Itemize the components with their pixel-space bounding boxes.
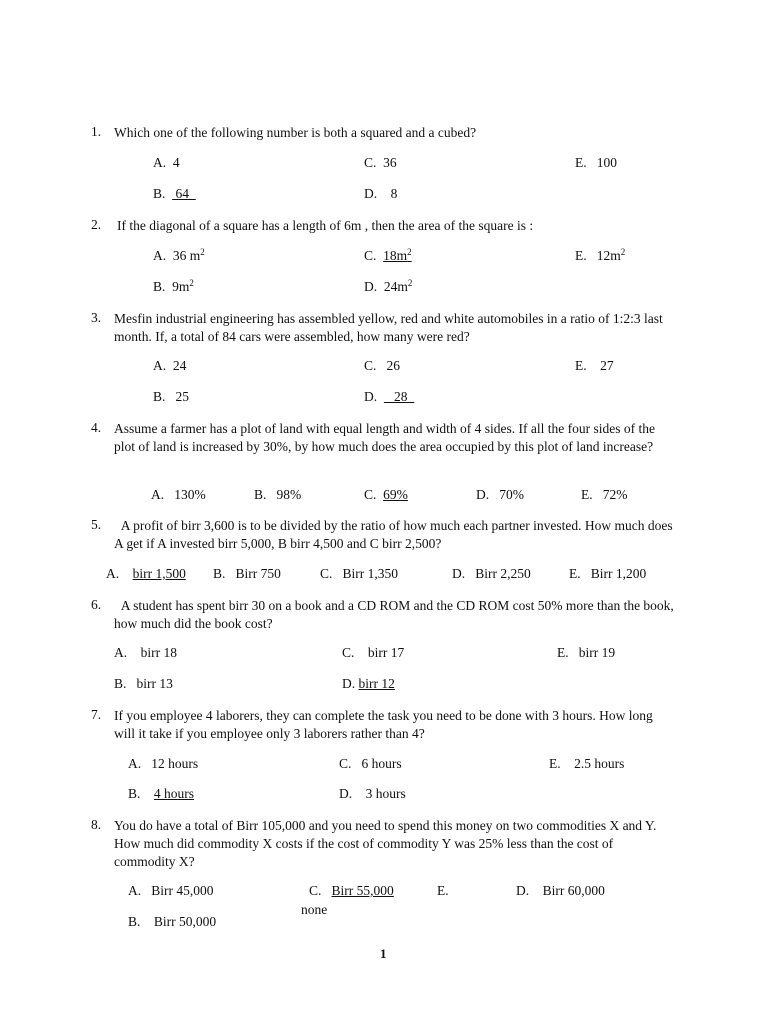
option-d: D. Birr 2,250 bbox=[452, 566, 531, 581]
option-a: A. Birr 45,000 bbox=[128, 883, 214, 898]
option-b: B. $9m^2$ bbox=[153, 278, 194, 294]
option-a: A. 130% bbox=[151, 487, 206, 502]
option-b: B. Birr 750 bbox=[213, 566, 281, 581]
option-c: C. 6 hours bbox=[339, 756, 402, 771]
question-number: 3. bbox=[91, 310, 102, 325]
option-d: D. 70% bbox=[476, 487, 524, 502]
question-text: If you employee 4 laborers, they can complete the task you need to be done with 3 hours. How long will it take if you employee only 3 laborers rather than 4? bbox=[114, 708, 653, 741]
page-number: 1 bbox=[380, 946, 387, 961]
option-e: E. 27 bbox=[575, 358, 614, 373]
option-c: C. birr 17 bbox=[342, 645, 405, 660]
question-text: You do have a total of Birr 105,000 and you need to spend this money on two commodities X and Y. How much did commodity X costs if the cost of commodity Y was 25% less than the cost of commodity X? bbox=[114, 818, 657, 869]
option-c: C. 36 bbox=[364, 155, 397, 170]
option-e: E. Birr 1,200 bbox=[569, 566, 647, 581]
option-d: D. $24m^2$ bbox=[364, 278, 413, 294]
option-d-correct: D. birr 12 bbox=[342, 676, 395, 691]
question-number: 4. bbox=[91, 420, 102, 435]
option-b: B. 25 bbox=[153, 389, 190, 404]
question-text: If the diagonal of a square has a length of 6m , then the area of the square is : bbox=[117, 218, 534, 233]
option-c-correct: C. Birr 55,000 bbox=[309, 883, 394, 898]
question-number: 6. bbox=[91, 597, 102, 612]
option-d: D. 3 hours bbox=[339, 786, 406, 801]
option-e: E. 2.5 hours bbox=[549, 756, 625, 771]
option-c-correct: C. 69% bbox=[364, 487, 408, 502]
option-e: E. birr 19 bbox=[557, 645, 616, 660]
option-e: E. $12m^2$ bbox=[575, 247, 626, 263]
question-text: Which one of the following number is both a squared and a cubed? bbox=[114, 125, 477, 140]
option-e-value: none bbox=[301, 902, 328, 917]
option-a: A. 24 bbox=[153, 358, 187, 373]
question-number: 2. bbox=[91, 217, 102, 232]
question-number: 7. bbox=[91, 707, 102, 722]
option-b: B. birr 13 bbox=[114, 676, 173, 691]
option-d: D. 8 bbox=[364, 186, 398, 201]
option-b-correct: B. 4 hours bbox=[128, 786, 195, 801]
option-a: A. 4 bbox=[153, 155, 180, 170]
option-c-correct: C. $18m^2$ bbox=[364, 247, 412, 263]
question-number: 1. bbox=[91, 124, 102, 139]
question-text: A profit of birr 3,600 is to be divided by the ratio of how much each partner invested. How much does A get if A invested birr 5,000, B birr 4,500 and C birr 2,500? bbox=[114, 518, 673, 551]
option-b: B. Birr 50,000 bbox=[128, 914, 217, 929]
option-b-correct: B. 64 bbox=[153, 186, 190, 201]
option-a: A. 36 $m^2$ bbox=[153, 247, 205, 263]
option-e-letter: E. bbox=[437, 883, 449, 898]
option-e: E. 72% bbox=[581, 487, 628, 502]
option-e: E. 100 bbox=[575, 155, 617, 170]
question-number: 8. bbox=[91, 817, 102, 832]
option-c: C. Birr 1,350 bbox=[320, 566, 399, 581]
option-a: A. birr 18 bbox=[114, 645, 177, 660]
option-d: D. Birr 60,000 bbox=[516, 883, 605, 898]
option-c: C. 26 bbox=[364, 358, 401, 373]
question-text: A student has spent birr 30 on a book and a CD ROM and the CD ROM cost 50% more than the book, how much did the book cost? bbox=[114, 598, 674, 631]
question-text: Mesfin industrial engineering has assembled yellow, red and white automobiles in a ratio of 1:2:3 last month. If, a total of 84 cars were assembled, how many were red? bbox=[114, 311, 663, 344]
option-d-correct: D. 28 bbox=[364, 389, 408, 404]
question-number: 5. bbox=[91, 517, 102, 532]
option-a-correct: A. birr 1,500 bbox=[106, 566, 186, 581]
option-b: B. 98% bbox=[254, 487, 302, 502]
question-text: Assume a farmer has a plot of land with equal length and width of 4 sides. If all the four sides of the plot of land is increased by 30%, by how much does the area occupied by this plot of land increase? bbox=[114, 421, 655, 454]
option-a: A. 12 hours bbox=[128, 756, 199, 771]
